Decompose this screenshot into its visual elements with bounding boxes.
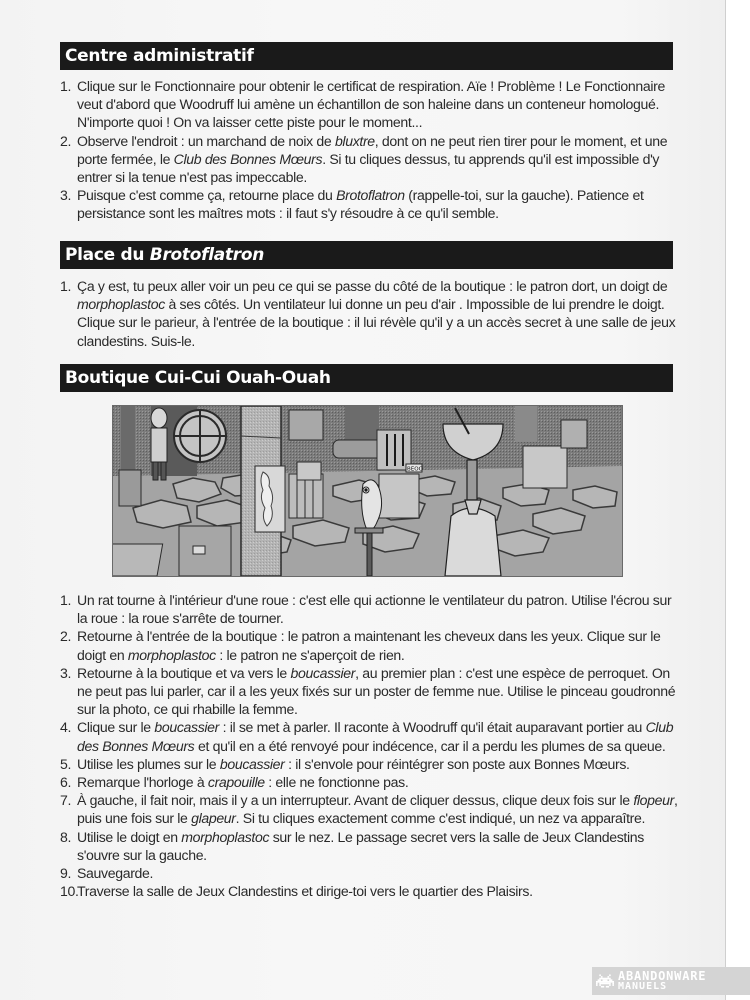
section-header-boutique [60,364,673,392]
item-text: , dont on ne peut rien tirer pour le moment, et une porte fermée, le [77,132,668,167]
section-header-centre-administratif [60,42,673,70]
item-italic-term: boucassier [290,664,356,681]
item-number: 4. [60,719,72,736]
item-text: Retourne à l'entrée de la boutique : le patron a maintenant les cheveux dans les yeux. Clique sur le doigt en [77,628,661,663]
item-text: Utilise le doigt en [77,828,182,845]
section-title: Boutique Cui-Cui Ouah-Ouah [65,368,331,388]
watermark-line2: MANUELS [618,981,668,992]
list-item [60,828,680,864]
shop-scene-image [113,406,622,576]
item-text: . Si tu cliques exactement comme c'est indiqué, un nez va apparaître. [235,810,646,827]
section-list [60,277,680,350]
list-item [60,277,680,350]
game-screenshot-illustration [112,405,623,577]
item-number: 3. [60,664,72,681]
item-text: : il se met à parler. Il raconte à Woodruff qu'il était auparavant portier au [219,719,646,736]
item-italic-term: boucassier [219,755,285,772]
item-italic-term: glapeur [191,810,236,827]
item-text: À gauche, il fait noir, mais il y a un interrupteur. Avant de cliquer dessus, clique deux fois sur le [77,792,634,809]
abandonware-manuels-watermark [592,967,750,995]
item-text: (rappelle-toi, sur la gauche). Patience et persistance sont les maîtres mots : il faut s'y résoudre à ce qu'il semble. [77,187,644,222]
item-text: Traverse la salle de Jeux Clandestins et dirige-toi vers le quartier des Plaisirs. [77,883,533,900]
item-text: , puis une fois sur le [77,792,678,827]
item-italic-term: Club des Bonnes Mœurs [77,719,674,754]
item-text: Utilise les plumes sur le [77,755,220,772]
section-title: Centre administratif [65,46,254,66]
item-text: Retourne à la boutique et va vers le [77,664,291,681]
item-text: Ça y est, tu peux aller voir un peu ce qui se passe du côté de la boutique : le patron dort, un doigt de [77,278,668,294]
section-header-place-du-brotoflatron [60,241,673,269]
list-item [60,791,680,827]
item-text: . Si tu cliques dessus, tu apprends qu'il est impossible d'y entrer si la tenue n'est pas impeccable. [77,150,660,186]
item-number: 1. [60,592,72,608]
list-item [60,77,680,132]
list-item [60,864,680,882]
item-text: , au premier plan : c'est une espèce de perroquet. On ne peut pas lui parler, car il a les yeux fixés sur un poster de femme nue. Utilise le pinceau goudronné sur la photo, ce qui rhabille la femme. [77,664,676,718]
item-number: 7. [60,792,72,809]
item-text: : elle ne fonctionne pas. [264,774,409,791]
shop-sign-text: BEOO [407,466,423,473]
item-italic-term: morphoplastoc [127,646,216,663]
item-number: 2. [60,628,72,645]
item-number: 3. [60,187,72,204]
section-list [60,591,680,900]
item-number: 9. [60,865,72,882]
item-italic-term: morphoplastoc [181,828,270,845]
item-text: : le patron ne s'aperçoit de rien. [215,646,405,663]
section-title-plain: Place du [65,245,150,265]
item-italic-term: boucassier [154,719,220,736]
list-item [60,591,680,627]
item-number: 1. [60,78,72,94]
item-italic-term: crapouille [207,774,265,791]
item-text: et qu'il en a été renvoyé pour indécence, car il a perdu les plumes de sa queue. [194,737,666,754]
section-title-italic: Brotoflatron [149,245,264,265]
item-number: 1. [60,278,72,294]
watermark-line1: ABANDONWARE [618,969,707,983]
item-italic-term: morphoplastoc [77,296,165,313]
item-text: Un rat tourne à l'intérieur d'une roue : c'est elle qui actionne le ventilateur du patron. Utilise l'écrou sur la roue : la roue s'arrête de tourner. [77,592,672,627]
item-number: 5. [60,755,72,772]
item-text: sur le nez. Le passage secret vers la salle de Jeux Clandestins s'ouvre sur la gauche. [77,828,644,863]
item-text: : il s'envole pour réintégrer son poste aux Bonnes Mœurs. [284,755,630,772]
item-text: Clique sur le Fonctionnaire pour obtenir le certificat de respiration. Aïe ! Problème ! Le Fonctionnaire veut d'abord que Woodruff lui amène un échantillon de son haleine dans un conteneur homologué. N'importe quoi ! On va laisser cette piste pour le moment... [77,78,665,131]
list-item [60,773,680,791]
list-item [60,132,680,187]
item-number: 8. [60,828,72,845]
list-item [60,664,680,719]
list-item [60,718,680,754]
item-text: Puisque c'est comme ça, retourne place du [77,187,337,204]
item-text: Remarque l'horloge à [77,774,208,791]
item-italic-term: Brotoflatron [336,187,405,204]
item-number: 2. [60,132,72,149]
item-italic-term: Club des Bonnes Mœurs [173,150,323,167]
space-invader-logo-icon [596,972,614,990]
item-number: 6. [60,774,72,791]
section-list [60,77,680,223]
item-number: 10. [60,883,79,900]
list-item [60,627,680,663]
item-text: Clique sur le [77,719,155,736]
list-item [60,755,680,773]
list-item [60,882,680,900]
item-text: Observe l'endroit : un marchand de noix de [77,132,335,149]
item-italic-term: bluxtre [334,132,375,149]
list-item [60,186,680,222]
item-text: à ses côtés. Un ventilateur lui donne un peu d'air . Impossible de lui prendre le doigt. Clique sur le parieur, à l'entrée de la boutique : il lui révèle qu'il y a un accès secret à une salle de jeux clandestins. Suis-le. [77,296,676,349]
item-italic-term: flopeur [633,792,674,809]
item-text: Sauvegarde. [77,865,154,882]
